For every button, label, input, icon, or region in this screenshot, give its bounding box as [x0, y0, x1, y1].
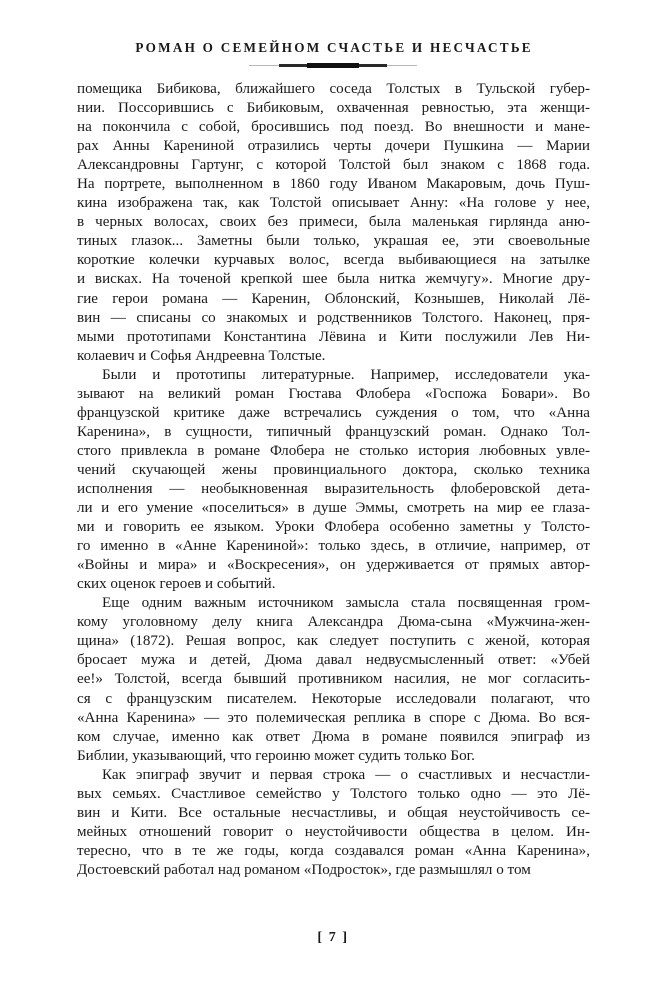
text-line: кина изображена так, как Толстой описывает Анну: «На голове у нее, [77, 195, 590, 212]
text-line: вых семьях. Счастливое семейство у Толстого только одно — это Лё- [77, 785, 590, 802]
text-line: бросает мужа и детей, Дюма давал недвусмысленный ответ: «Убей [77, 652, 590, 669]
page-number: [ 7 ] [317, 930, 349, 945]
page-folio [0, 928, 666, 946]
text-line: тиных глазок... Заметны были только, украшая ее, эти своевольные [77, 233, 590, 250]
text-line: вин — списаны со знакомых и родственников Толстого. Наконец, пря- [77, 309, 590, 326]
text-line: Были и прототипы литературные. Например, исследователи ука- [102, 366, 590, 383]
text-line: зывают на великий роман Гюстава Флобера «Госпожа Бовари». Во [77, 385, 590, 402]
text-line: тересно, что в те же годы, когда создавался роман «Анна Каренина», [77, 842, 590, 859]
text-line: «Войны и мира» и «Воскресения», он удерживается от прямых автор- [77, 557, 590, 574]
text-line: Александровны Гартунг, с которой Толстой был знаком с 1868 года. [77, 157, 590, 174]
text-line: кому уголовному делу книга Александра Дюма-сына «Мужчина-жен- [77, 614, 590, 631]
running-head [0, 40, 666, 69]
paragraph [77, 594, 590, 765]
text-line: колаевич и Софья Андреевна Толстые. [77, 347, 326, 364]
text-line: в черных волосах, своих без примеси, была маленькая гирлянда аню- [77, 214, 590, 231]
text-line: На портрете, выполненном в 1860 году Иваном Макаровым, дочь Пуш- [77, 176, 590, 193]
text-line: мейных отношений говорит о неустойчивости общества в целом. Ин- [77, 823, 590, 840]
paragraph [77, 366, 590, 595]
text-line: ми и говорить ее языком. Уроки Флобера особенно заметны у Толсто- [77, 519, 590, 536]
text-line: гие герои романа — Каренин, Облонский, Кознышев, Николай Лё- [77, 290, 590, 307]
text-line: Библии, указывающий, что героиню может судить только Бог. [77, 747, 475, 764]
text-line: вин и Кити. Все остальные несчастливы, и общая неустойчивость се- [77, 804, 590, 821]
text-line: Каренина», в сущности, типичный французский роман. Однако Тол- [77, 423, 590, 440]
text-line: короткие колечки курчавых волос, всегда выбивающиеся на затылке [77, 252, 590, 269]
text-line: го именно в «Анне Карениной»: только здесь, в отличие, например, от [77, 538, 590, 555]
text-line: ся с французским писателем. Некоторые исследовали полагают, что [77, 690, 590, 707]
text-line: французской критике даже встречались суждения о том, что «Анна [77, 404, 590, 421]
text-line: на покончила с собой, бросившись под поезд. Во внешности и мане- [77, 119, 590, 136]
text-line: чений скучающей жены провинциального доктора, сколько техника [77, 461, 590, 478]
text-line: помещика Бибикова, ближайшего соседа Толстых в Тульской губер- [77, 81, 590, 97]
text-line: рах Анны Карениной отразились черты дочери Пушкина — Марии [77, 138, 590, 155]
paragraph [77, 766, 590, 880]
text-line: ее!» Толстой, всегда бывший противником насилия, не мог согласить- [77, 671, 590, 688]
text-line: мыми прототипами Константина Лёвина и Кити послужили Лев Ни- [77, 328, 590, 345]
running-head-title: РОМАН О СЕМЕЙНОМ СЧАСТЬЕ И НЕСЧАСТЬЕ [135, 40, 533, 55]
text-line: и висках. На точеной крепкой шее была нитка жемчугу». Многие дру- [77, 271, 590, 288]
text-line: щина» (1872). Решая вопрос, как следует поступить с женой, которая [77, 633, 590, 650]
text-line: Как эпиграф звучит и первая строка — о счастливых и несчастли- [102, 766, 590, 783]
text-line: стого привлекла в романе Флобера не столько история любовных увле- [77, 442, 590, 459]
body-text [77, 80, 590, 880]
text-line: «Анна Каренина» — это полемическая реплика в споре с Дюма. Во вся- [77, 709, 590, 726]
paragraph [77, 80, 590, 366]
text-line: ком случае, именно как ответ Дюма в романе появился эпиграф из [77, 728, 590, 745]
text-line: ских оценок героев и событий. [77, 576, 276, 593]
text-line: Достоевский работал над романом «Подросток», где размышлял о том [77, 861, 531, 878]
text-line: Еще одним важным источником замысла стала посвященная гром- [102, 595, 590, 612]
text-line: ли и его умение «поселиться» в душе Эммы, смотреть на мир ее глаза- [77, 500, 590, 517]
ornamental-rule-icon [249, 62, 417, 69]
text-line: исполнения — необыкновенная выразительность флоберовской дета- [77, 480, 590, 497]
text-line: нии. Поссорившись с Бибиковым, охваченная ревностью, эта женщи- [77, 100, 590, 117]
